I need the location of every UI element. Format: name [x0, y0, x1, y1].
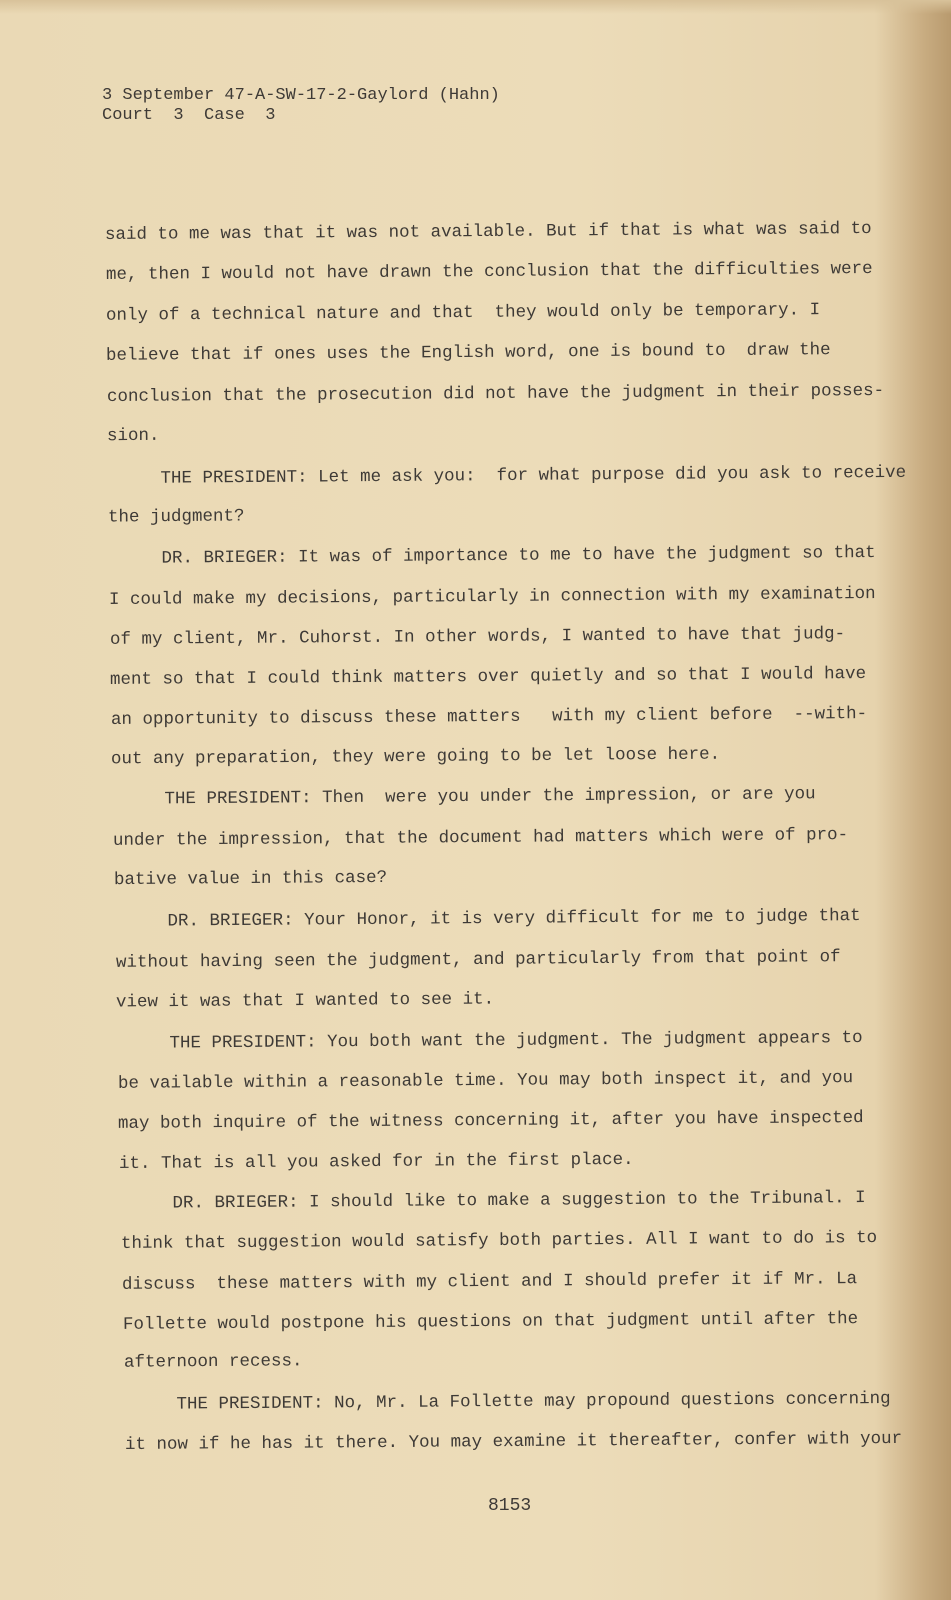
transcript-line: THE PRESIDENT: You both want the judgment. The judgment appears to [116, 1028, 863, 1054]
transcript-line: THE PRESIDENT: Then were you under the impression, or are you [111, 784, 816, 810]
transcript-line: THE PRESIDENT: No, Mr. La Follette may propound questions concerning [123, 1388, 891, 1416]
transcript-line: I could make my decisions, particularly in connection with my examination [108, 583, 876, 611]
transcript-line: an opportunity to discuss these matters with my client before --with- [110, 704, 868, 730]
transcript-line: sion. [106, 425, 160, 447]
header-line-court-case: Court 3 Case 3 [102, 106, 276, 125]
transcript-line: afternoon recess. [123, 1351, 303, 1373]
transcript-line: view it was that I wanted to see it. [115, 989, 495, 1013]
transcript-line: conclusion that the prosecution did not have the judgment in their posses- [106, 380, 885, 408]
transcript-line: me, then I would not have drawn the conclusion that the difficulties were [105, 258, 873, 286]
transcript-line: may both inquire of the witness concerning it, after you have inspected [117, 1108, 864, 1134]
transcript-line: without having seen the judgment, and particularly from that point of [115, 947, 841, 973]
page-number: 8153 [488, 1496, 532, 1516]
transcript-line: believe that if ones uses the English word, one is bound to draw the [105, 340, 831, 366]
transcript-line: bative value in this case? [113, 867, 388, 891]
transcript-line: it. That is all you asked for in the first place. [118, 1149, 634, 1175]
transcript-line: DR. BRIEGER: Your Honor, it is very difficult for me to judge that [114, 906, 861, 932]
transcript-line: under the impression, that the document had matters which were of pro- [112, 825, 849, 851]
transcript-line: only of a technical nature and that they would only be temporary. I [105, 300, 821, 326]
transcript-line: THE PRESIDENT: Let me ask you: for what purpose did you ask to receive [107, 462, 907, 490]
transcript-line: of my client, Mr. Cuhorst. In other words, I wanted to have that judg- [109, 624, 846, 650]
transcript-line: DR. BRIEGER: It was of importance to me to have the judgment so that [108, 542, 876, 570]
transcript-line: ment so that I could think matters over quietly and so that I would have [109, 664, 867, 690]
paper-top-edge [0, 0, 951, 14]
transcript-line: think that suggestion would satisfy both parties. All I want to do is to [120, 1228, 878, 1254]
transcript-line: it now if he has it there. You may examine it thereafter, confer with your [124, 1428, 903, 1456]
transcript-line: discuss these matters with my client and I should prefer it if Mr. La [121, 1269, 858, 1295]
transcript-line: said to me was that it was not available. But if that is what was said to [104, 218, 872, 246]
transcript-line: DR. BRIEGER: I should like to make a suggestion to the Tribunal. I [119, 1188, 866, 1214]
transcript-line: out any preparation, they were going to be let loose here. [110, 744, 721, 770]
header-line-date-reference: 3 September 47-A-SW-17-2-Gaylord (Hahn) [102, 86, 500, 105]
transcript-line: Follette would postpone his questions on that judgment until after the [122, 1309, 859, 1335]
transcript-line: the judgment? [107, 506, 245, 528]
document-header [102, 86, 500, 126]
transcript-line: be vailable within a reasonable time. You may both inspect it, and you [117, 1068, 854, 1094]
